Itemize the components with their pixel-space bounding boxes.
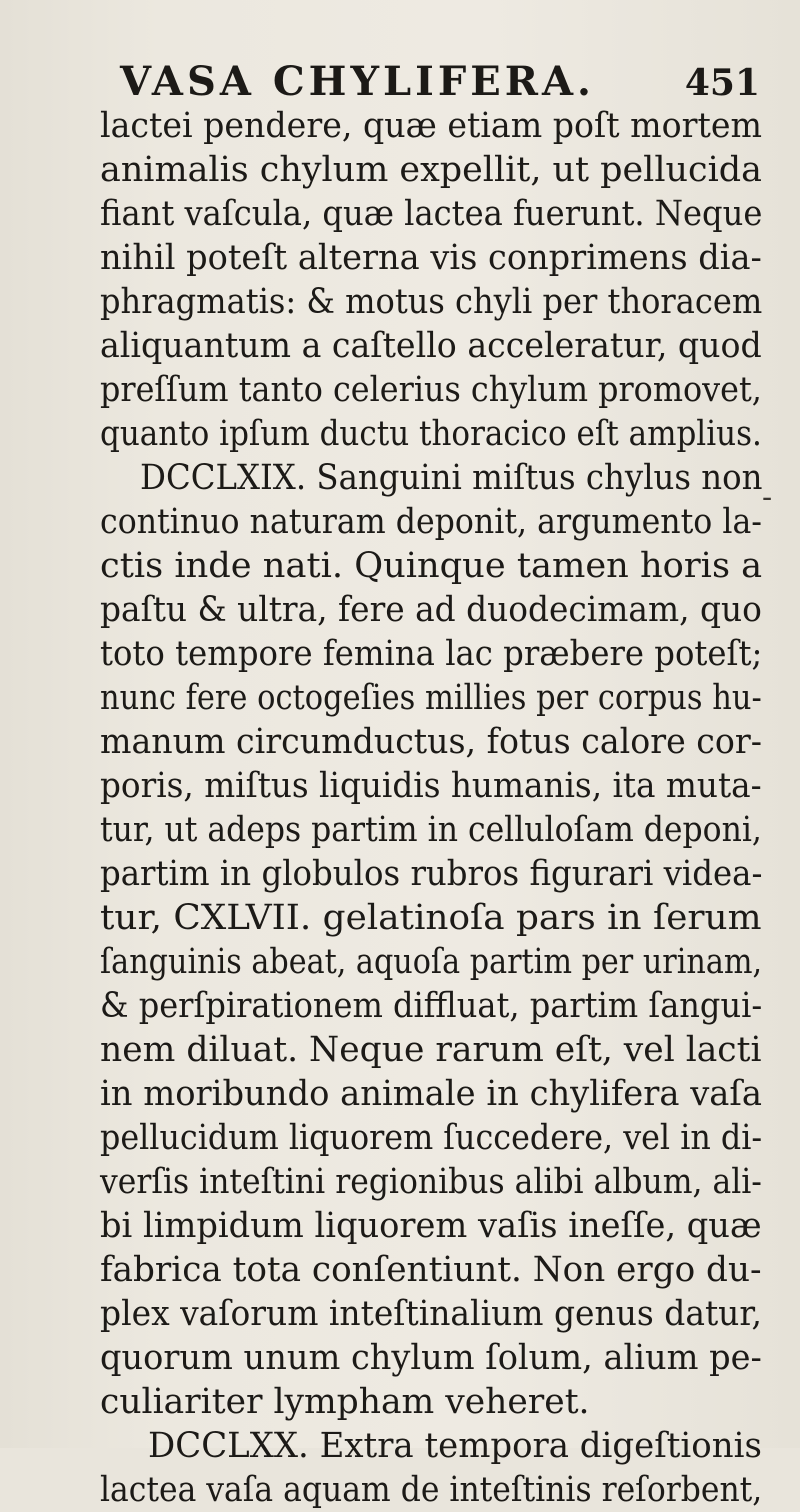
text-line-4: nihil poteſt alterna vis conprimens dia-: [100, 238, 762, 278]
text-line-16: poris, miſtus liquidis humanis, ita muta-: [100, 766, 762, 806]
text-line-26: bi limpidum liquorem vaſis ineſſe, quæ: [100, 1206, 762, 1246]
text-line-24: pellucidum liquorem ſuccedere, vel in di-: [100, 1118, 763, 1158]
text-line-30: culiariter lympham veheret.: [100, 1382, 590, 1422]
text-line-2: animalis chylum expellit, ut pellucida: [100, 150, 762, 190]
text-line-11: ctis inde nati. Quinque tamen horis a: [100, 546, 763, 586]
paragraph-heading-dcclxix: DCCLXIX. Sanguini miſtus chylus non: [140, 458, 763, 498]
text-line-28: plex vaſorum inteſtinalium genus datur,: [100, 1294, 762, 1334]
text-line-8: quanto ipſum ductu thoracico eſt amplius.: [100, 414, 762, 454]
text-line-7: preſſum tanto celerius chylum promovet,: [100, 370, 762, 410]
text-line-10: continuo naturam deponit, argumento la-: [100, 502, 762, 542]
text-line-19: tur, CXLVII. gelatinoſa pars in ſerum: [100, 898, 762, 938]
text-line-5: phragmatis: & motus chyli per thoracem: [100, 282, 763, 322]
text-line-25: verſis inteſtini regionibus alibi album, ali-: [100, 1162, 762, 1202]
text-line-17: tur, ut adeps partim in celluloſam deponi,: [100, 810, 762, 850]
text-line-22: nem diluat. Neque rarum eſt, vel lacti: [100, 1030, 762, 1070]
text-line-6: aliquantum a caſtello acceleratur, quod: [100, 326, 762, 366]
page-number: 451: [684, 62, 760, 104]
margin-dash-mark: -: [762, 480, 773, 515]
running-title: VASA CHYLIFERA.: [120, 58, 595, 105]
text-line-14: nunc fere octogeſies millies per corpus hu-: [100, 678, 762, 718]
text-line-12: paſtu & ultra, fere ad duodecimam, quo: [100, 590, 762, 630]
text-line-23: in moribundo animale in chylifera vaſa: [100, 1074, 763, 1114]
text-line-21: & perſpirationem diffluat, partim ſangui-: [100, 986, 763, 1026]
text-line-29: quorum unum chylum ſolum, alium pe-: [100, 1338, 762, 1378]
text-line-18: partim in globulos rubros figurari videa-: [100, 854, 763, 894]
text-line-1: lactei pendere, quæ etiam poſt mortem: [100, 106, 762, 146]
text-line-3: fiant vaſcula, quæ lactea fuerunt. Neque: [100, 194, 763, 234]
text-line-27: fabrica tota conſentiunt. Non ergo du-: [100, 1250, 762, 1290]
text-line-32: lactea vaſa aquam de inteſtinis reſorbent,: [100, 1470, 763, 1510]
text-line-13: toto tempore femina lac præbere poteſt;: [100, 634, 763, 674]
paragraph-heading-dcclxx: DCCLXX. Extra tempora digeſtionis: [148, 1426, 762, 1466]
page-header: [120, 58, 760, 108]
text-line-15: manum circumductus, fotus calore cor-: [100, 722, 762, 762]
text-line-20: ſanguinis abeat, aquoſa partim per urinam,: [100, 942, 763, 982]
